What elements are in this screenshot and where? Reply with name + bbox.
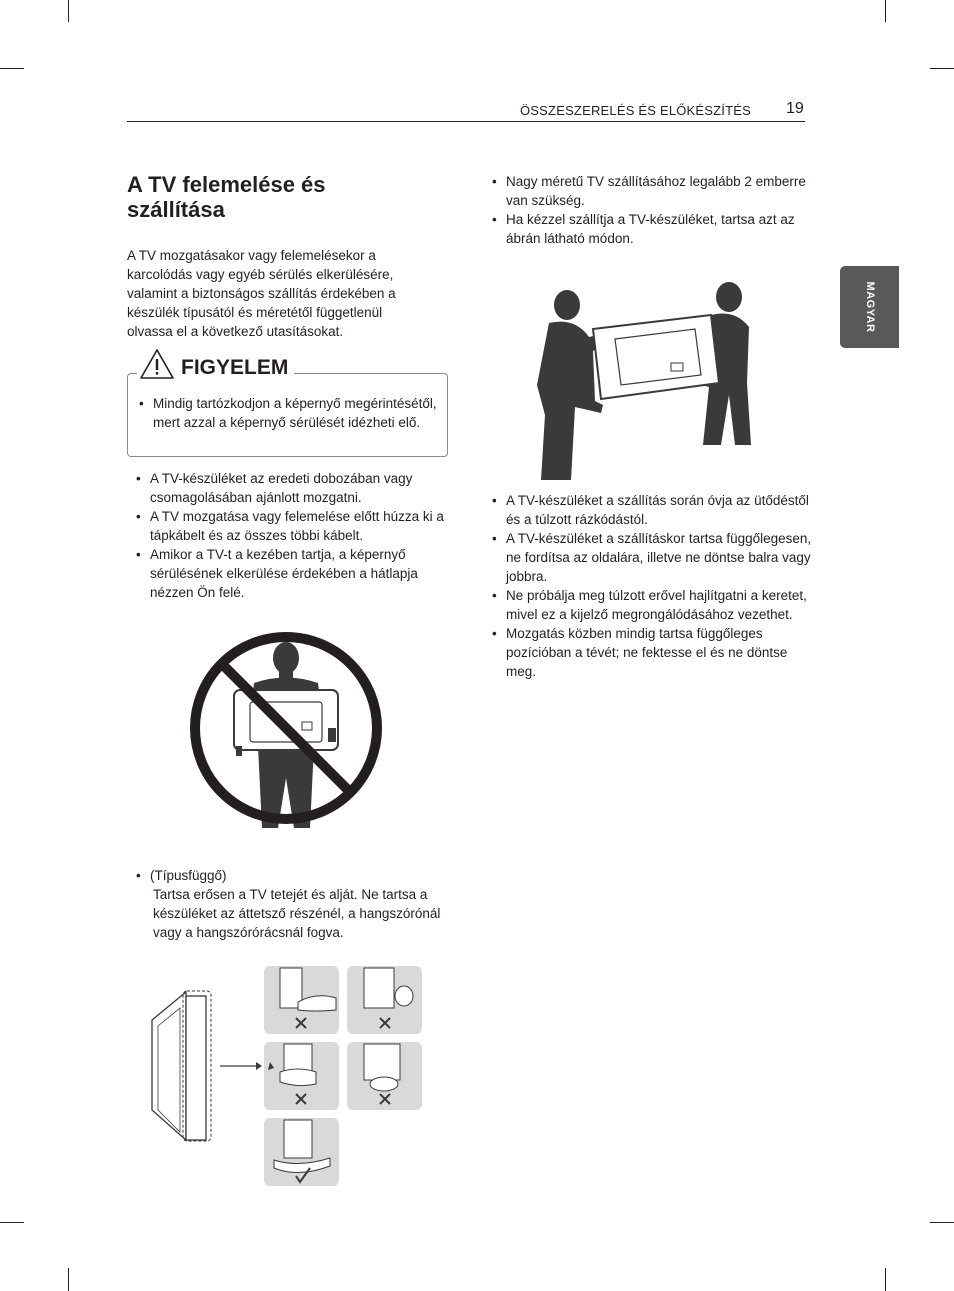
crop-mark <box>885 0 886 22</box>
grip-panel-wrong-3 <box>264 1042 339 1110</box>
list-item: • Nagy méretű TV szállításához legalább 2 emberre van szükség. <box>492 172 812 210</box>
list-item: • Ha kézzel szállítja a TV-készüléket, tartsa azt az ábrán látható módon. <box>492 210 812 248</box>
grip-panel-correct <box>264 1118 339 1186</box>
language-tab-label: MAGYAR <box>863 281 876 333</box>
grip-panel-wrong-2 <box>347 966 422 1034</box>
crop-mark <box>0 68 24 69</box>
warning-title: FIGYELEM <box>181 356 289 379</box>
list-item: • A TV-készüléket az eredeti dobozában vagy csomagolásában ajánlott mozgatni. <box>136 469 452 507</box>
grip-panel-wrong-4 <box>347 1042 422 1110</box>
warning-list <box>139 394 439 432</box>
list-item: • A TV-készüléket a szállítás során óvja az ütődéstől és a túlzott rázkódástól. <box>492 491 812 529</box>
type-dependent-text: Tartsa erősen a TV tetejét és alját. Ne tartsa a készüléket az áttetsző részénél, a hangszórónál vagy a hangszórórácsnál fogva. <box>153 887 441 940</box>
list-item: • Ne próbálja meg túlzott erővel hajlítgatni a keretet, mivel ez a kijelző megrongálódásához vezethet. <box>492 586 812 624</box>
person-left <box>537 290 609 480</box>
crop-mark <box>930 1222 954 1223</box>
list-item: • A TV mozgatása vagy felemelése előtt húzza ki a tápkábelt és az összes többi kábelt. <box>136 507 452 545</box>
running-header: ÖSSZESZERELÉS ÉS ELŐKÉSZÍTÉS <box>520 103 752 118</box>
crop-mark <box>930 68 954 69</box>
page-title: A TV felemelése és szállítása <box>127 172 326 222</box>
warning-triangle-icon <box>139 348 175 380</box>
arrow-head-icon <box>256 1062 262 1070</box>
header-divider <box>127 121 805 122</box>
grip-panel-wrong-1 <box>264 966 339 1034</box>
warning-item: • Mindig tartózkodjon a képernyő megérintésétől, mert azzal a képernyő sérülését idézheti elő. <box>139 394 439 432</box>
two-person-carry-illustration <box>535 275 755 480</box>
crop-mark <box>68 1268 69 1291</box>
transport-list <box>492 172 812 248</box>
page-number: 19 <box>786 100 804 117</box>
handling-list <box>136 469 452 602</box>
list-item: • Amikor a TV-t a kezében tartja, a képernyő sérülésének elkerülése érdekében a hátlapja nézzen Ön felé. <box>136 545 452 602</box>
tv-back <box>593 315 719 399</box>
language-tab <box>840 266 899 348</box>
grip-positions-illustration <box>148 962 428 1190</box>
list-item: • A TV-készüléket a szállításkor tartsa függőlegesen, ne fordítsa az oldalára, illetve ne döntse balra vagy jobbra. <box>492 529 812 586</box>
crop-mark <box>68 0 69 22</box>
intro-paragraph: A TV mozgatásakor vagy felemelésekor a karcolódás vagy egyéb sérülés elkerülésére, valamint a biztonságos szállítás érdekében a készülék típusától és méretétől függetlenül olvassa el a következő utasításokat. <box>127 248 396 339</box>
type-dependent-note <box>136 866 446 942</box>
wrong-carry-illustration <box>186 628 386 828</box>
list-item <box>136 866 446 942</box>
list-item: • Mozgatás közben mindig tartsa függőleges pozícióban a tévét; ne fektesse el és ne döntse meg. <box>492 624 812 681</box>
warning-header <box>137 348 294 380</box>
crop-mark <box>0 1222 24 1223</box>
crop-mark <box>885 1268 886 1291</box>
type-dependent-label: • (Típusfüggő) <box>150 868 227 883</box>
tv-side-view <box>152 991 211 1141</box>
transport-care-list <box>492 491 812 681</box>
